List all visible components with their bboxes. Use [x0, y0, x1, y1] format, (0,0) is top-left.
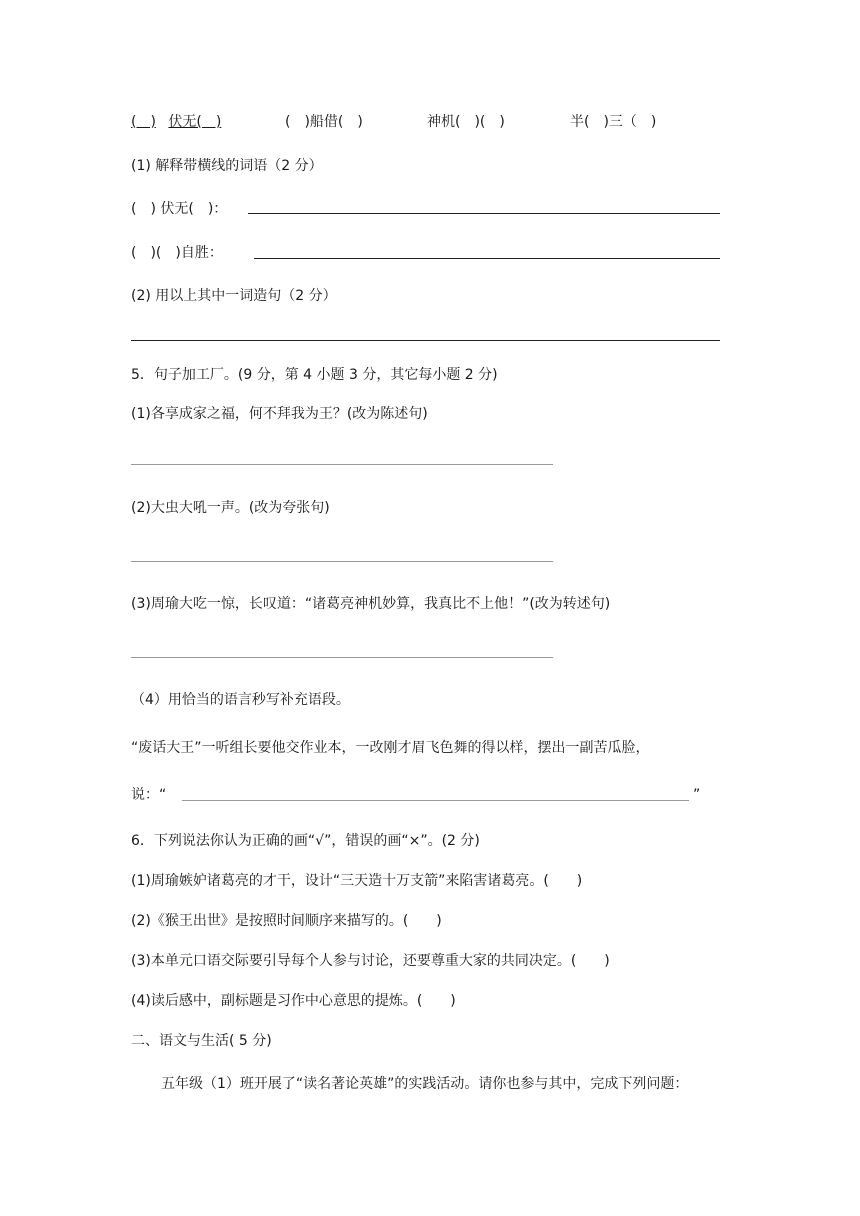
- q4-answer2-line[interactable]: [254, 258, 720, 259]
- idiom-3: 神机( )( ): [427, 114, 505, 130]
- q5-item4: （4）用恰当的语言秒写补充语段。: [131, 692, 350, 708]
- q5-item1: (1)各享成家之福，何不拜我为王？(改为陈述句): [131, 406, 428, 422]
- q6-item4: (4)读后感中，副标题是习作中心意思的提炼。( ): [131, 993, 456, 1009]
- q4-answer2-label: ( )( )自胜：: [131, 245, 223, 261]
- q6-item1: (1)周瑜嫉妒诸葛亮的才干，设计“三天造十万支箭”来陷害诸葛亮。( ): [131, 873, 583, 889]
- q4-part2-prompt: (2) 用以上其中一词造句（2 分）: [131, 288, 337, 304]
- q5-item4-close-quote: ”: [693, 787, 701, 803]
- idiom-1: 伏无( ): [168, 114, 222, 130]
- q5-item1-answer-line[interactable]: [131, 464, 553, 465]
- q5-item3-answer-line[interactable]: [131, 657, 553, 658]
- idiom-row: [131, 113, 221, 131]
- q5-item2-answer-line[interactable]: [131, 561, 553, 562]
- q4-sentence-line[interactable]: [131, 340, 720, 341]
- q5-item4-answer-line[interactable]: [182, 800, 689, 801]
- idiom-4: 半( )三（ ): [570, 114, 657, 130]
- q6-item3: (3)本单元口语交际要引导每个人参与讨论，还要尊重大家的共同决定。( ): [131, 953, 610, 969]
- q5-item2: (2)大虫大吼一声。(改为夸张句): [131, 500, 330, 516]
- q4-part1-prompt: (1) 解释带横线的词语（2 分）: [131, 158, 323, 174]
- q6-title: 6．下列说法你认为正确的画“√”，错误的画“×”。(2 分): [131, 833, 480, 849]
- idiom-2: ( )船借( ): [285, 114, 363, 130]
- section-2-intro: 五年级（1）班开展了“读名著论英雄”的实践活动。请你也参与其中，完成下列问题：: [161, 1076, 689, 1092]
- section-2-title: 二、语文与生活( 5 分): [131, 1033, 272, 1049]
- q6-item2: (2)《猴王出世》是按照时间顺序来描写的。( ): [131, 913, 442, 929]
- q5-item4-passage: “废话大王”一听组长要他交作业本，一改刚才眉飞色舞的得以样，摆出一副苦瓜脸，: [131, 740, 650, 756]
- q4-answer1-line[interactable]: [248, 213, 720, 214]
- q4-answer1-label: ( ) 伏无( )：: [131, 201, 228, 217]
- q5-title: 5．句子加工厂。(9 分，第 4 小题 3 分，其它每小题 2 分): [131, 367, 498, 383]
- q5-item3: (3)周瑜大吃一惊，长叹道：“诸葛亮神机妙算，我真比不上他！”(改为转述句): [131, 596, 611, 612]
- idiom-1-blank: ( ): [131, 114, 156, 130]
- q5-item4-say: 说：“: [131, 787, 167, 803]
